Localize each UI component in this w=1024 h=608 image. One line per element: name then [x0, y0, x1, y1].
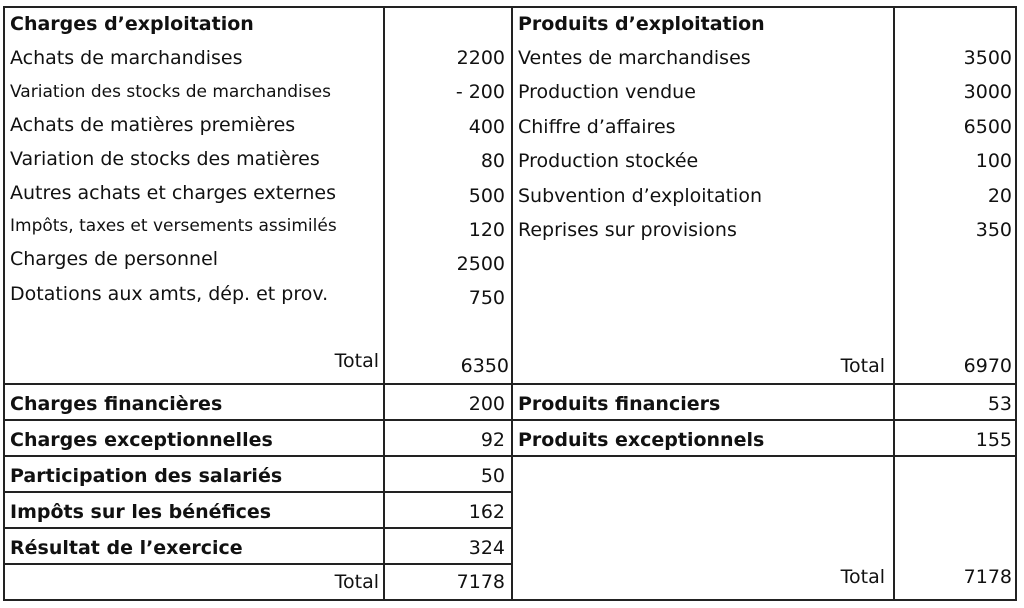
border-right [1015, 6, 1017, 600]
produit-label: Ventes de marchandises [518, 47, 751, 69]
grand-total-left-value: 7178 [456, 571, 505, 593]
charges-exceptionnelles-label: Charges exceptionnelles [10, 429, 273, 451]
charge-label: Charges de personnel [10, 248, 219, 270]
grand-total-right-value: 7178 [963, 566, 1012, 588]
produits-exploitation-title: Produits d’exploitation [518, 13, 765, 35]
divider-financier [3, 419, 1017, 421]
produit-label: Subvention d’exploitation [518, 185, 763, 207]
charge-label: Dotations aux amts, dép. et prov. [10, 283, 329, 305]
charge-label: Achats de marchandises [10, 47, 243, 69]
produit-value: 3500 [963, 47, 1012, 69]
divider-impots [3, 527, 511, 529]
produits-exceptionnels-label: Produits exceptionnels [518, 429, 765, 451]
charge-label: Impôts, taxes et versements assimilés [10, 216, 337, 236]
produits-exploitation-total-label: Total [840, 355, 885, 377]
charges-exploitation-total-value: 6350 [460, 355, 509, 377]
produit-value: 6500 [963, 116, 1012, 138]
produit-value: 350 [975, 219, 1012, 241]
charge-value: 120 [468, 219, 505, 241]
charges-exploitation-title: Charges d’exploitation [10, 13, 254, 35]
border-bottom [3, 599, 1017, 601]
charge-label: Variation de stocks des matières [10, 148, 320, 170]
charges-exploitation-total-label: Total [334, 350, 379, 372]
participation-salaries-label: Participation des salariés [10, 465, 283, 487]
charge-value: 500 [468, 185, 505, 207]
charge-label: Variation des stocks de marchandises [10, 82, 331, 102]
divider-participation [3, 491, 511, 493]
produits-exceptionnels-value: 155 [975, 429, 1012, 451]
resultat-exercice-value: 324 [468, 537, 505, 559]
participation-salaries-value: 50 [480, 465, 505, 487]
charge-value: 2500 [456, 253, 505, 275]
charge-label: Achats de matières premières [10, 114, 296, 136]
produit-value: 3000 [963, 81, 1012, 103]
border-top [3, 6, 1017, 8]
impots-benefices-label: Impôts sur les bénéfices [10, 501, 272, 523]
produits-financiers-value: 53 [987, 393, 1012, 415]
produit-label: Chiffre d’affaires [518, 116, 676, 138]
compte-de-resultat-table [3, 6, 1017, 600]
produits-exploitation-total-value: 6970 [963, 355, 1012, 377]
charge-value: 2200 [456, 47, 505, 69]
produit-value: 20 [987, 185, 1012, 207]
divider-exploitation [3, 383, 1017, 385]
charges-exceptionnelles-value: 92 [480, 429, 505, 451]
charge-value: 750 [468, 287, 505, 309]
charges-financieres-label: Charges financières [10, 393, 223, 415]
produit-label: Production vendue [518, 81, 696, 103]
produit-label: Reprises sur provisions [518, 219, 737, 241]
charges-financieres-value: 200 [468, 393, 505, 415]
resultat-exercice-label: Résultat de l’exercice [10, 537, 243, 559]
produits-financiers-label: Produits financiers [518, 393, 721, 415]
impots-benefices-value: 162 [468, 501, 505, 523]
grand-total-left-label: Total [334, 571, 379, 593]
divider-center [511, 6, 513, 600]
charge-value: 400 [468, 116, 505, 138]
border-left [3, 6, 5, 600]
divider-left-values [383, 6, 385, 600]
charge-label: Autres achats et charges externes [10, 182, 336, 204]
grand-total-right-label: Total [840, 566, 885, 588]
produit-label: Production stockée [518, 150, 699, 172]
divider-resultat [3, 563, 511, 565]
divider-right-values [893, 6, 895, 600]
charge-value: - 200 [455, 81, 505, 103]
divider-exceptionnel [3, 455, 1017, 457]
charge-value: 80 [480, 150, 505, 172]
produit-value: 100 [975, 150, 1012, 172]
